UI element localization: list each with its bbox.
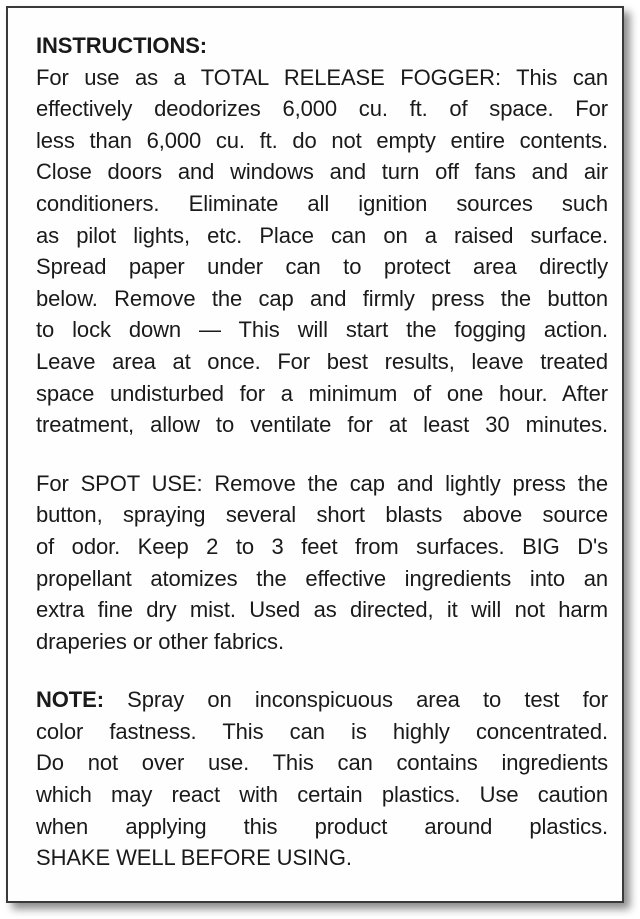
instructions-heading: INSTRUCTIONS: — [36, 33, 208, 58]
paragraph-spacer — [36, 441, 608, 468]
instruction-label-panel — [6, 6, 624, 903]
note-line: Do not over use. This can contains ingredients — [36, 750, 608, 776]
spot-use-line: For SPOT USE: Remove the cap and lightly press the — [36, 470, 608, 496]
note-line: when applying this product around plastics. — [36, 813, 608, 839]
fogger-line: space undisturbed for a minimum of one hour. After — [36, 380, 608, 406]
note-line: which may react with certain plastics. Use caution — [36, 782, 608, 808]
fogger-line: effectively deodorizes 6,000 cu. ft. of space. For — [36, 96, 608, 122]
fogger-line: Spread paper under can to protect area directly — [36, 254, 608, 280]
fogger-line: as pilot lights, etc. Place can on a raised surface. — [36, 222, 608, 248]
fogger-line: less than 6,000 cu. ft. do not empty entire contents. — [36, 127, 608, 153]
paragraph-spacer — [36, 657, 608, 684]
shake-well-line: SHAKE WELL BEFORE USING. — [36, 845, 352, 871]
fogger-line: below. Remove the cap and firmly press the button — [36, 285, 608, 311]
fogger-line: For use as a TOTAL RELEASE FOGGER: This can — [36, 64, 608, 90]
spot-use-line: button, spraying several short blasts above source — [36, 502, 608, 528]
fogger-line: treatment, allow to ventilate for at least 30 minutes. — [36, 412, 608, 438]
fogger-line: Close doors and windows and turn off fans and air — [36, 159, 608, 185]
note-first-line-text: Spray on inconspicuous area to test for — [103, 687, 608, 713]
note-first-line — [36, 684, 608, 716]
note-line: color fastness. This can is highly concentrated. — [36, 718, 608, 744]
note-label: NOTE: — [36, 687, 104, 713]
spot-use-line: extra fine dry mist. Used as directed, it will not harm — [36, 597, 608, 623]
fogger-paragraph — [36, 62, 608, 441]
instruction-text-block — [36, 30, 608, 874]
spot-use-line: of odor. Keep 2 to 3 feet from surfaces. BIG D's — [36, 533, 608, 559]
spot-use-line: propellant atomizes the effective ingredients into an — [36, 565, 608, 591]
note-paragraph — [36, 684, 608, 874]
fogger-line: conditioners. Eliminate all ignition sources such — [36, 190, 608, 216]
fogger-line: to lock down — This will start the fogging action. — [36, 317, 608, 343]
spot-use-line: draperies or other fabrics. — [36, 628, 284, 654]
fogger-line: Leave area at once. For best results, leave treated — [36, 348, 608, 374]
spot-use-paragraph — [36, 468, 608, 658]
